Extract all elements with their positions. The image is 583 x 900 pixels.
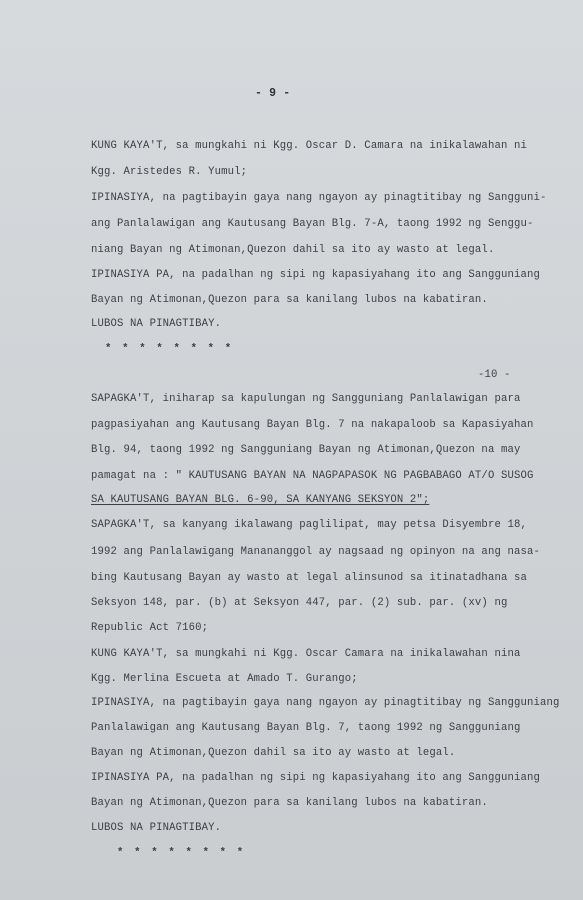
text-line: Kgg. Merlina Escueta at Amado T. Gurango; xyxy=(91,673,358,685)
text-line: KUNG KAYA'T, sa mungkahi ni Kgg. Oscar Camara na inikalawahan nina xyxy=(91,648,521,660)
text-line: Bayan ng Atimonan,Quezon dahil sa ito ay wasto at legal. xyxy=(91,747,456,759)
text-line: LUBOS NA PINAGTIBAY. xyxy=(91,318,222,330)
text-line: pagpasiyahan ang Kautusang Bayan Blg. 7 na nakapaloob sa Kapasiyahan xyxy=(91,419,534,431)
text-line: SAPAGKA'T, sa kanyang ikalawang paglilipat, may petsa Disyembre 18, xyxy=(91,519,527,531)
text-line: KUNG KAYA'T, sa mungkahi ni Kgg. Oscar D. Camara na inikalawahan ni xyxy=(91,140,527,152)
text-line: LUBOS NA PINAGTIBAY. xyxy=(91,822,222,834)
text-line: Republic Act 7160; xyxy=(91,622,209,634)
text-line: IPINASIYA PA, na padalhan ng sipi ng kapasiyahang ito ang Sangguniang xyxy=(91,772,541,784)
text-line: Kgg. Aristedes R. Yumul; xyxy=(91,166,248,178)
text-line: Blg. 94, taong 1992 ng Sangguniang Bayan ng Atimonan,Quezon na may xyxy=(91,444,521,456)
text-line: Panlalawigan ang Kautusang Bayan Blg. 7, taong 1992 ng Sangguniang xyxy=(91,722,521,734)
page-number: - 9 - xyxy=(255,87,291,100)
text-line: niang Bayan ng Atimonan,Quezon dahil sa ito ay wasto at legal. xyxy=(91,244,495,256)
text-line: 1992 ang Panlalawigang Manananggol ay nagsaad ng opinyon na ang nasa- xyxy=(91,546,541,558)
text-line: Bayan ng Atimonan,Quezon para sa kanilang lubos na kabatiran. xyxy=(91,294,488,306)
section-divider-stars: * * * * * * * * xyxy=(117,847,246,859)
text-line: SAPAGKA'T, iniharap sa kapulungan ng Sangguniang Panlalawigan para xyxy=(91,393,521,405)
text-line: IPINASIYA, na pagtibayin gaya nang ngayon ay pinagtitibay ng Sangguniang xyxy=(91,697,560,709)
text-line: Bayan ng Atimonan,Quezon para sa kanilang lubos na kabatiran. xyxy=(91,797,488,809)
section-number: -10 - xyxy=(478,369,511,381)
text-line: pamagat na : " KAUTUSANG BAYAN NA NAGPAPASOK NG PAGBABAGO AT/O SUSOG xyxy=(91,470,534,482)
text-line: IPINASIYA PA, na padalhan ng sipi ng kapasiyahang ito ang Sangguniang xyxy=(91,269,541,281)
text-line: ang Panlalawigan ang Kautusang Bayan Blg. 7-A, taong 1992 ng Senggu- xyxy=(91,218,534,230)
text-line: Seksyon 148, par. (b) at Seksyon 447, par. (2) sub. par. (xv) ng xyxy=(91,597,508,609)
section-divider-stars: * * * * * * * * xyxy=(105,343,234,355)
text-line: bing Kautusang Bayan ay wasto at legal alinsunod sa itinatadhana sa xyxy=(91,572,527,584)
text-line-underlined: SA KAUTUSANG BAYAN BLG. 6-90, SA KANYANG SEKSYON 2"; xyxy=(91,494,430,506)
text-line: IPINASIYA, na pagtibayin gaya nang ngayon ay pinagtitibay ng Sangguni- xyxy=(91,192,547,204)
